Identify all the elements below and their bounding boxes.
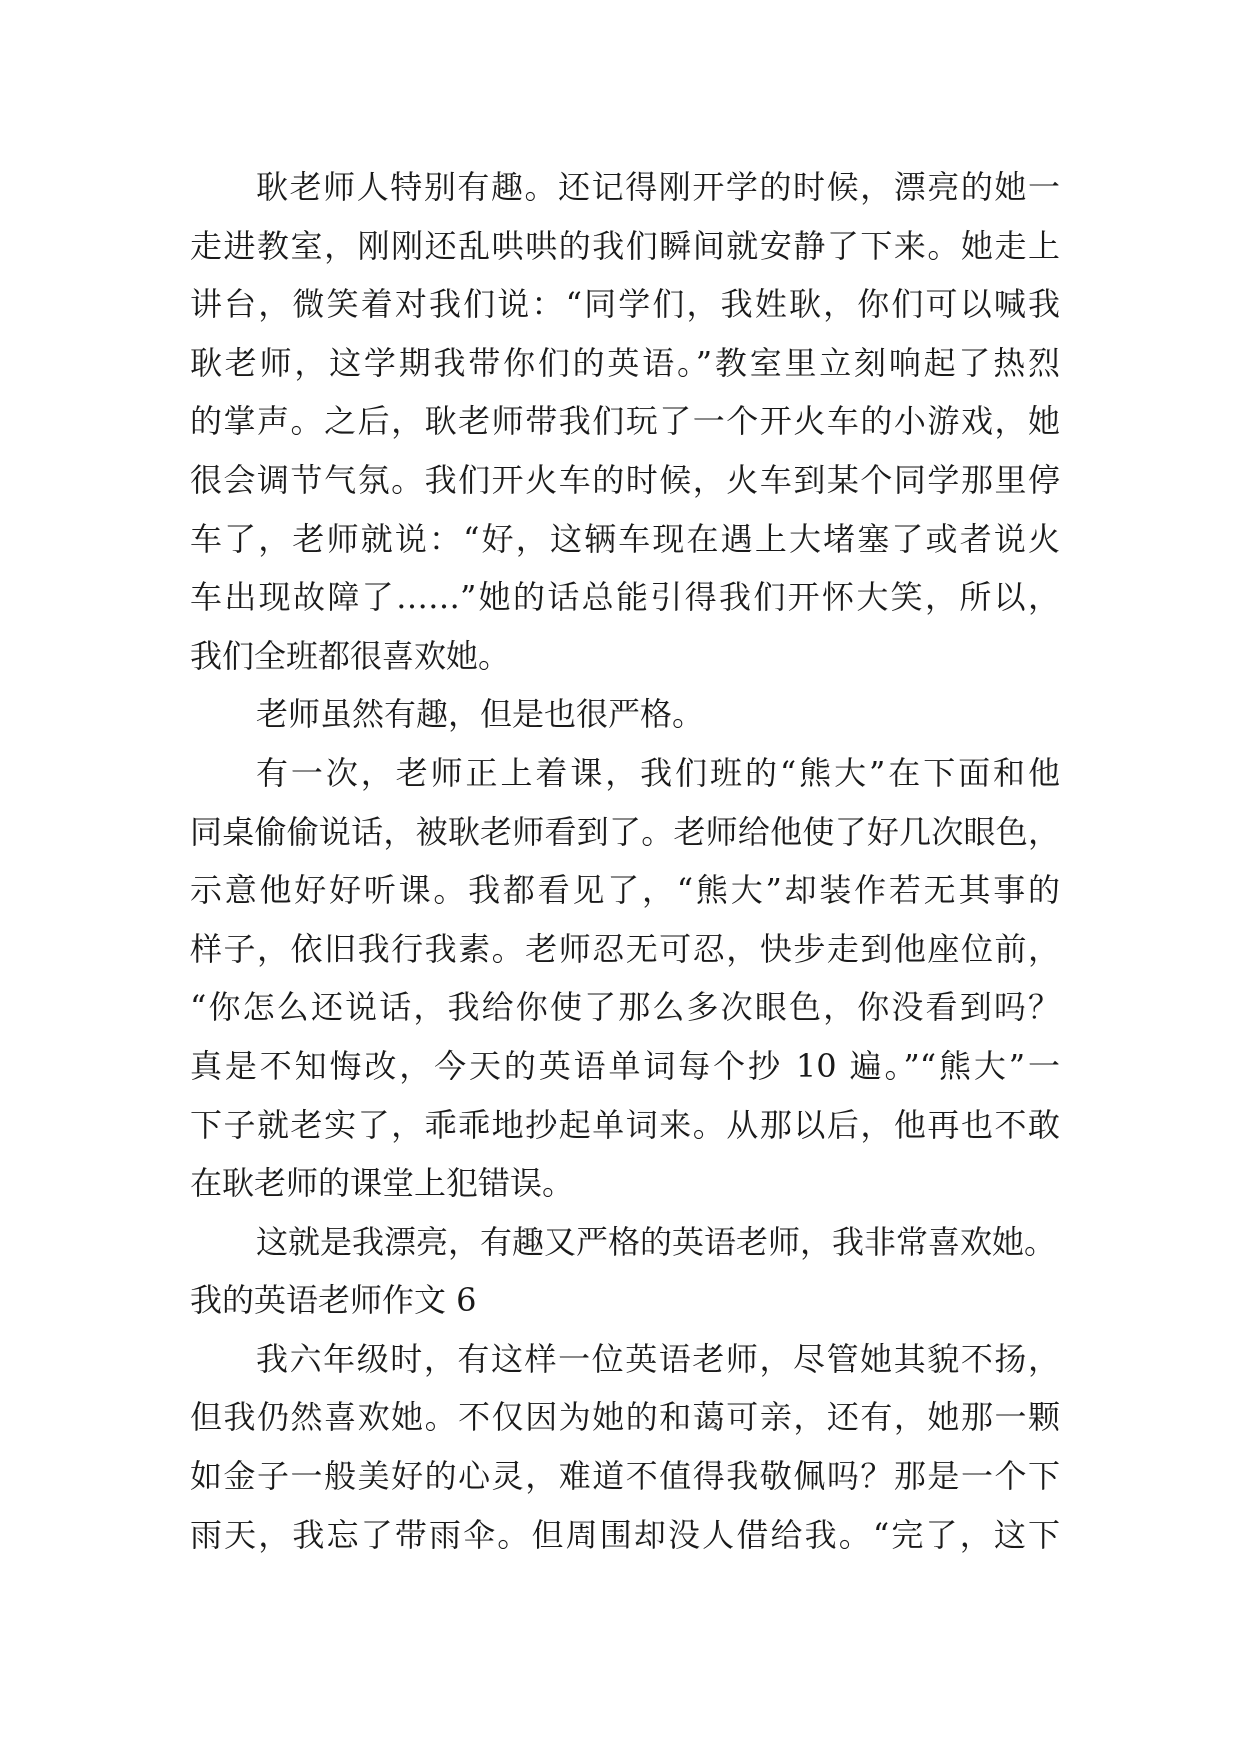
paragraph-essay-6: [190, 1330, 1060, 1564]
text-line: 走进教室，刚刚还乱哄哄的我们瞬间就安静了下来。她走上: [190, 226, 1060, 265]
paragraph-strict: [190, 685, 1060, 744]
text-line: 在耿老师的课堂上犯错误。: [190, 1164, 575, 1203]
text-line: 我们全班都很喜欢她。: [190, 636, 511, 675]
text-line: 示意他好好听课。我都看见了，“熊大”却装作若无其事的: [190, 871, 1060, 910]
paragraph-teacher-intro: [190, 158, 1060, 685]
paragraph-conclusion: [190, 1213, 1060, 1272]
text-line: 耿老师，这学期我带你们的英语。”教室里立刻响起了热烈: [190, 343, 1060, 382]
text-line: 车了，老师就说：“好，这辆车现在遇上大堵塞了或者说火: [190, 519, 1060, 558]
text-line: 雨天，我忘了带雨伞。但周围却没人借给我。“完了，这下: [190, 1515, 1060, 1554]
text-line: 如金子一般美好的心灵，难道不值得我敬佩吗？那是一个下: [190, 1457, 1060, 1496]
text-line: 有一次，老师正上着课，我们班的“熊大”在下面和他: [256, 753, 1060, 792]
text-line: “你怎么还说话，我给你使了那么多次眼色，你没看到吗？: [190, 988, 1060, 1027]
text-line: 这就是我漂亮，有趣又严格的英语老师，我非常喜欢她。: [256, 1222, 1057, 1261]
text-line: 老师虽然有趣，但是也很严格。: [256, 695, 705, 734]
text-line: 同桌偷偷说话，被耿老师看到了。老师给他使了好几次眼色，: [190, 812, 1060, 851]
text-line: 下子就老实了，乖乖地抄起单词来。从那以后，他再也不敢: [190, 1105, 1060, 1144]
section-title: 我的英语老师作文 6: [190, 1281, 477, 1320]
text-line: 真是不知悔改，今天的英语单词每个抄 10 遍。”“熊大”一: [190, 1046, 1060, 1085]
text-line: 耿老师人特别有趣。还记得刚开学的时候，漂亮的她一: [256, 168, 1060, 206]
text-line: 但我仍然喜欢她。不仅因为她的和蔼可亲，还有，她那一颗: [190, 1398, 1060, 1437]
text-line: 的掌声。之后，耿老师带我们玩了一个开火车的小游戏，她: [190, 402, 1060, 441]
text-line: 很会调节气氛。我们开火车的时候，火车到某个同学那里停: [190, 460, 1060, 499]
text-line: 讲台，微笑着对我们说：“同学们，我姓耿，你们可以喊我: [190, 285, 1060, 324]
text-line: 样子，依旧我行我素。老师忍无可忍，快步走到他座位前，: [190, 929, 1060, 968]
text-line: 我六年级时，有这样一位英语老师，尽管她其貌不扬，: [256, 1339, 1060, 1378]
document-page: [190, 158, 1060, 1564]
text-line: 车出现故障了……”她的话总能引得我们开怀大笑，所以，: [190, 578, 1060, 617]
paragraph-story: [190, 744, 1060, 1213]
